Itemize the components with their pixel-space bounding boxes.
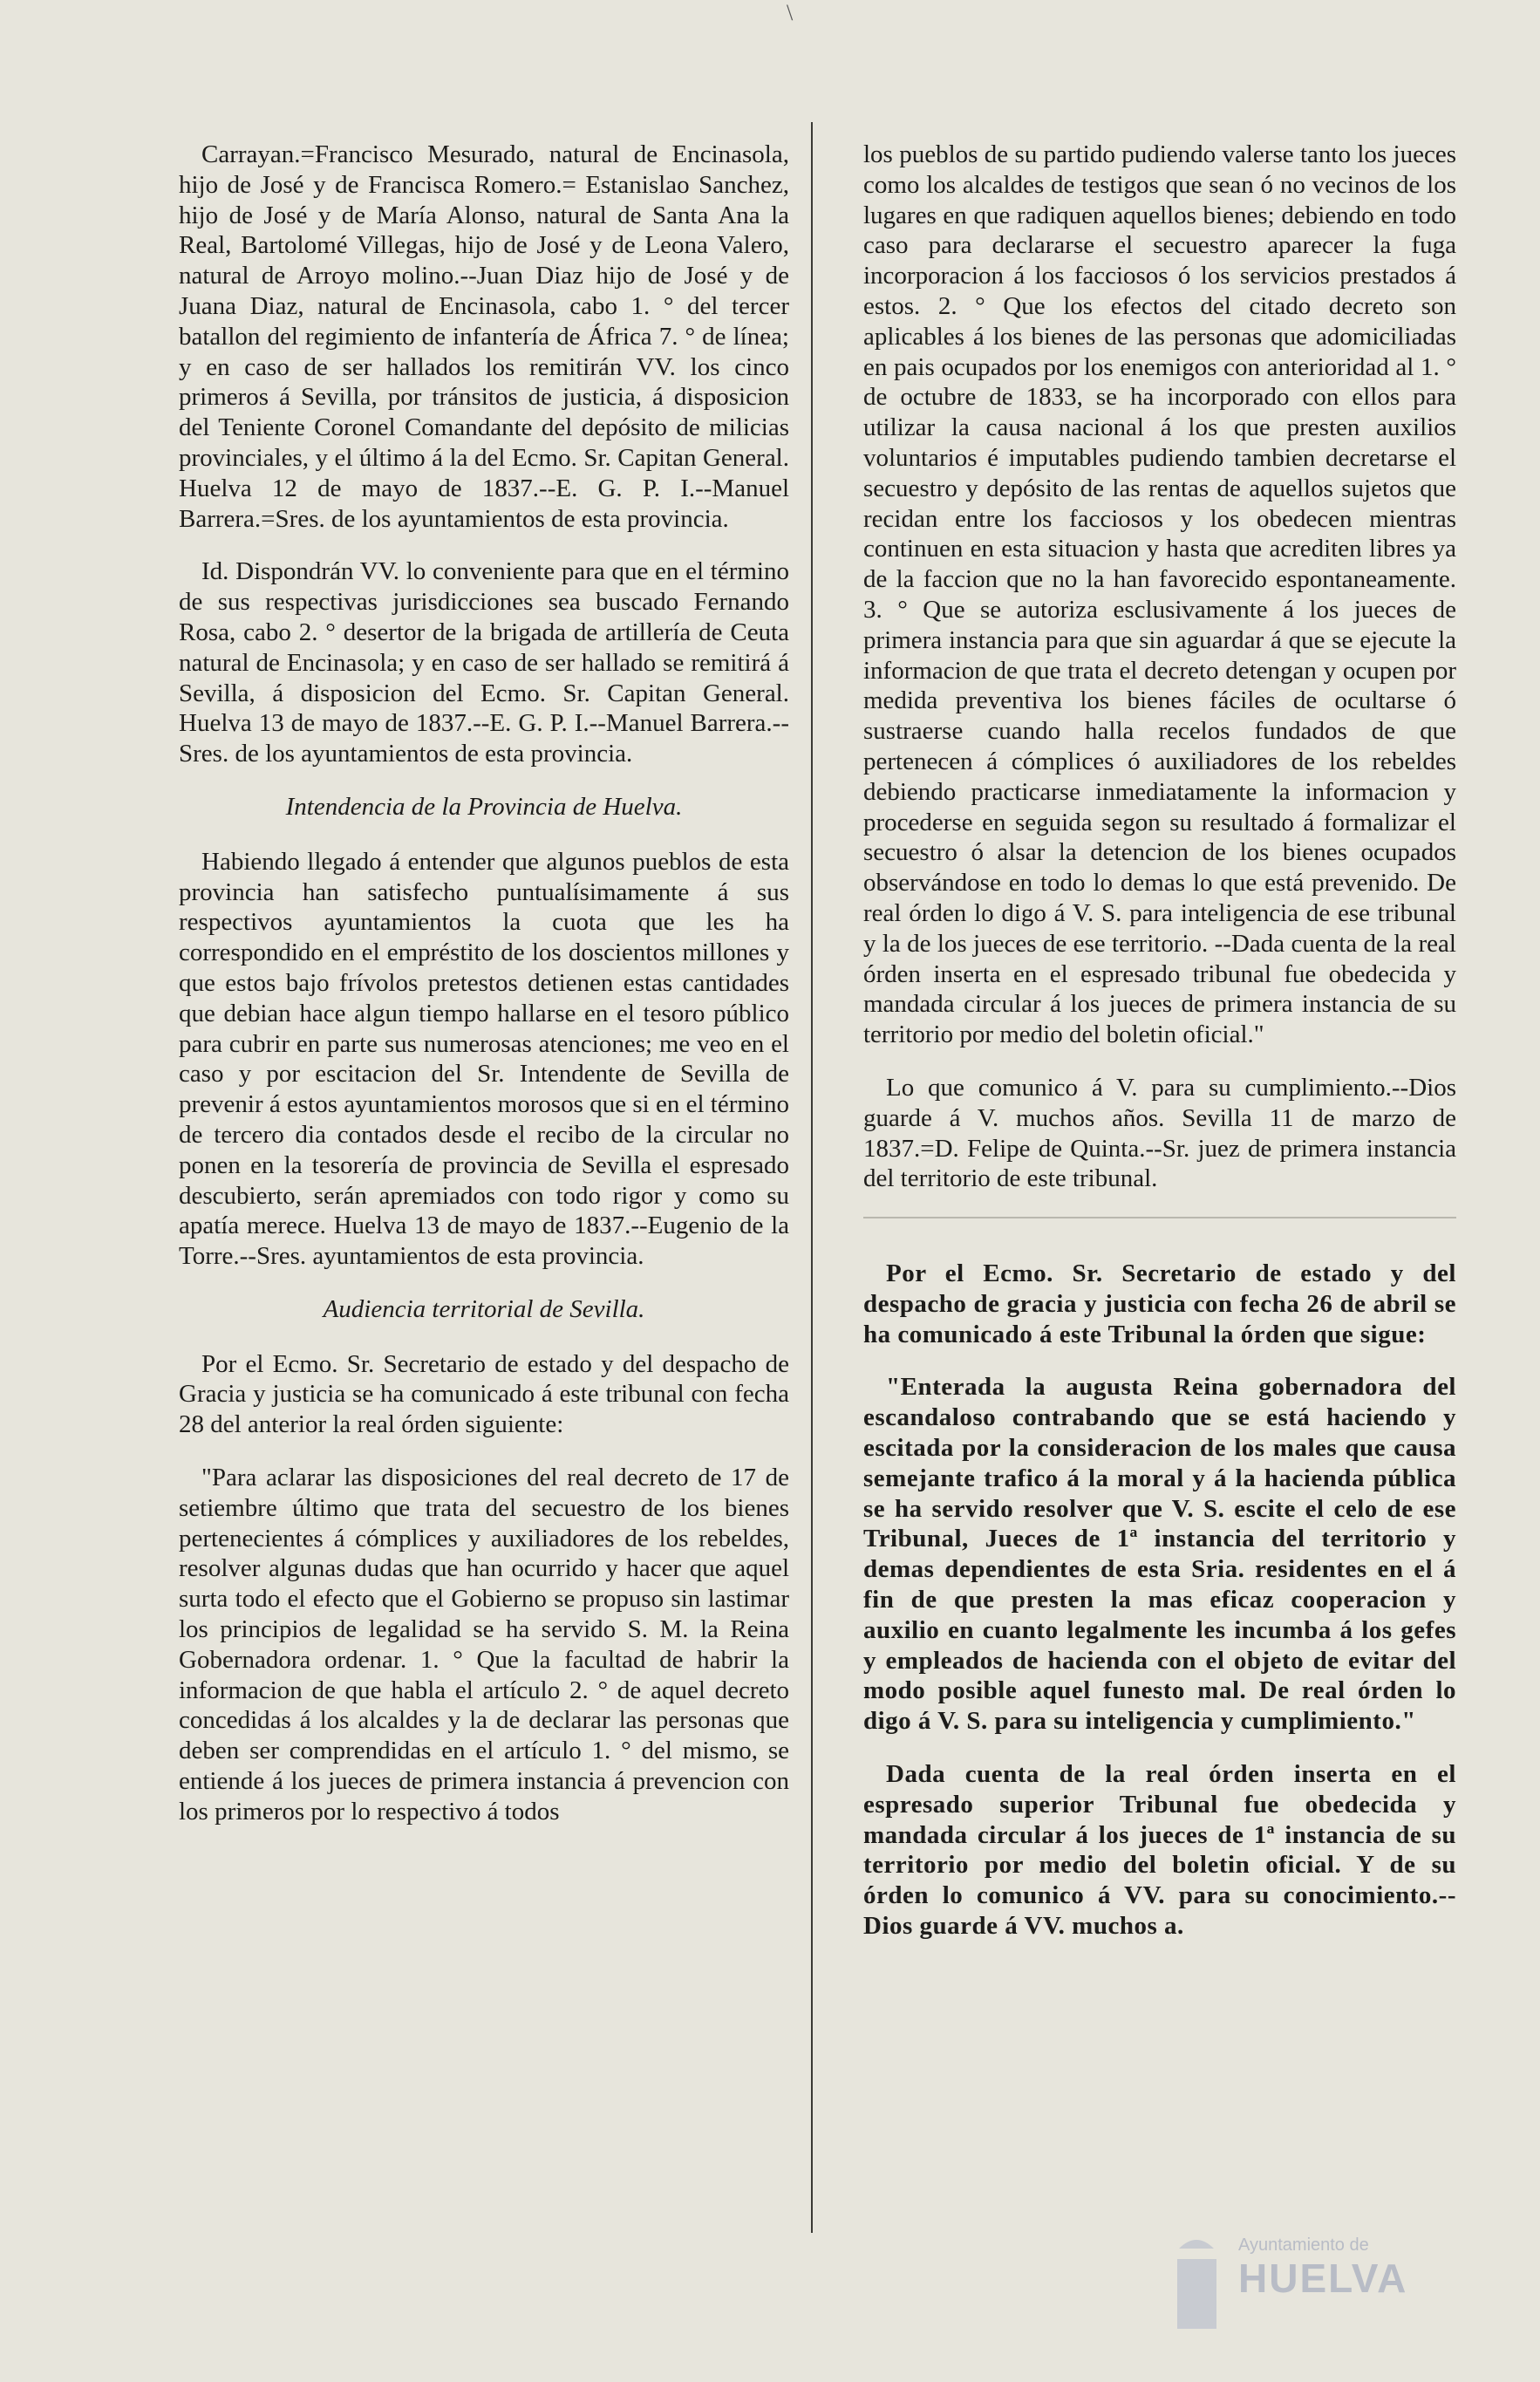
notice-paragraph: Por el Ecmo. Sr. Secretario de estado y del despacho de Gracia y justicia se ha comunicado á este tribunal con fecha 28 del anterior la real órden siguiente: [179, 1349, 789, 1439]
notice-paragraph: Dada cuenta de la real órden inserta en el espresado superior Tribunal fue obedecida y mandada circular á los jueces de 1ª instancia de su territorio por medio del boletin oficial. Y de su órden lo comunico á VV. para su conocimiento.--Dios guarde á VV. muchos a. [863, 1760, 1456, 1941]
left-column [179, 140, 789, 1850]
top-margin-mark: \ [787, 0, 794, 25]
notice-paragraph: Id. Dispondrán VV. lo conveniente para que en el término de sus respectivas jurisdicciones sea buscado Fernando Rosa, cabo 2. ° desertor de la brigada de artillería de Ceuta natural de Encinasola; y en caso de ser hallado se remitirá á Sevilla, á disposicion del Ecmo. Sr. Capitan General. Huelva 13 de mayo de 1837.--E. G. P. I.--Manuel Barrera.--Sres. de los ayuntamientos de esta provincia. [179, 557, 789, 768]
notice-paragraph: "Enterada la augusta Reina gobernadora del escandaloso contrabando que se está haciendo y escitada por la consideracion de los males que causa semejante trafico á la moral y á la hacienda pública se ha servido resolver que V. S. escite el celo de ese Tribunal, Jueces de 1ª instancia del territorio y demas dependientes de esta Sria. residentes en el á fin de que presten la mas eficaz cooperacion y auxilio en cuanto legalmente les incumba á los gefes y empleados de hacienda con el objeto de evitar del modo posible aquel funesto mal. De real órden lo digo á V. S. para su inteligencia y cumplimiento." [863, 1373, 1456, 1736]
logo-text: Ayuntamiento de [1238, 2235, 1369, 2255]
section-heading: Audiencia territorial de Sevilla. [323, 1294, 645, 1323]
notice-paragraph: Por el Ecmo. Sr. Secretario de estado y del despacho de gracia y justicia con fecha 26 de abril se ha comunicado á este Tribunal la órden que sigue: [863, 1259, 1456, 1348]
section-heading: Intendencia de la Provincia de Huelva. [285, 792, 683, 821]
notice-paragraph: "Para aclarar las disposiciones del real decreto de 17 de setiembre último que trata del secuestro de los bienes pertenecientes á cómplices y auxiliadores de los rebeldes, resolver algunas dudas que han ocurrido y hacer que aquel surta todo el efecto que el Gobierno se propuso sin lastimar los principios de legalidad se ha servido S. M. la Reina Gobernadora ordenar. 1. ° Que la facultad de habrir la informacion de que habla el artículo 2. ° de aquel decreto concedidas á los alcaldes y la de declarar las personas que deben ser comprendidas en el artículo 1. ° del mismo, se entiende á los jueces de primera instancia á prevencion con los primeros por lo respectivo á todos [179, 1464, 789, 1826]
notice-paragraph: Habiendo llegado á entender que algunos pueblos de esta provincia han satisfecho puntualísimamente á sus respectivos ayuntamientos la cuota que les ha correspondido en el empréstito de los doscientos millones y que estos bajo frívolos pretestos detienen estas cantidades que debian hace algun tiempo hallarse en el tesoro público para cubrir en parte sus numerosas atenciones; me veo en el caso y por escitacion del Sr. Intendente de Sevilla de prevenir á estos ayuntamientos morosos que si en el término de tercero dia contados desde el recibo de la circular no ponen en la tesorería de provincia de Sevilla el espresado descubierto, serán apremiados con todo rigor y como su apatía merece. Huelva 13 de mayo de 1837.--Eugenio de la Torre.--Sres. ayuntamientos de esta provincia. [179, 847, 789, 1271]
section-divider [863, 1217, 1456, 1218]
column-divider [811, 122, 813, 2233]
logo-text: HUELVA [1238, 2256, 1408, 2301]
right-column [863, 140, 1456, 1964]
notice-paragraph: Carrayan.=Francisco Mesurado, natural de Encinasola, hijo de José y de Francisca Romero.= Estanislao Sanchez, hijo de José y de María Alonso, natural de Santa Ana la Real, Bartolomé Villegas, hijo de José y de Leona Valero, natural de Arroyo molino.--Juan Diaz hijo de José y de Juana Diaz, natural de Encinasola, cabo 1. ° del tercer batallon del regimiento de infantería de África 7. ° de línea; y en caso de ser hallados los remitirán VV. los cinco primeros á Sevilla, por tránsitos de justicia, á disposicion del Teniente Coronel Comandante del depósito de milicias provinciales, y el último á la del Ecmo. Sr. Capitan General. Huelva 12 de mayo de 1837.--E. G. P. I.--Manuel Barrera.=Sres. de los ayuntamientos de esta provincia. [179, 140, 789, 533]
notice-paragraph: Lo que comunico á V. para su cumplimiento.--Dios guarde á V. muchos años. Sevilla 11 de marzo de 1837.=D. Felipe de Quinta.--Sr. juez de primera instancia del territorio de este tribunal. [863, 1073, 1456, 1193]
notice-paragraph: los pueblos de su partido pudiendo valerse tanto los jueces como los alcaldes de testigos que sean ó no vecinos de los lugares en que radiquen aquellos bienes; debiendo en todo caso para declararse el secuestro aparecer la fuga incorporacion á los facciosos ó los servicios prestados á estos. 2. ° Que los efectos del citado decreto son aplicables á los bienes de las personas que adomiciliadas en pais ocupados por los enemigos con anterioridad al 1. ° de octubre de 1833, se ha incorporado con ellos para utilizar la causa nacional á los que presten auxilios voluntarios é imputables pudiendo tambien decretarse el secuestro y depósito de las rentas de aquellos sujetos que recidan entre los facciosos y los obedecen mientras continuen en esta situacion y hasta que acrediten libres ya de la faccion que no la han favorecido espontaneamente. 3. ° Que se autoriza esclusivamente á los jueces de primera instancia para que sin aguardar á que se ejecute la informacion de que trata el decreto detengan y ocupen por medida preventiva los bienes fáciles de ocultarse ó sustraerse cuando halla recelos fundados de que pertenecen á cómplices ó auxiliadores de los rebeldes debiendo practicarse inmediatamente la informacion y procederse en seguida segon su resultado á formalizar el secuestro ó alsar la detencion de los bienes ocupados observándose en todo lo demas lo que está prevenido. De real órden lo digo á V. S. para inteligencia de ese tribunal y la de los jueces de ese territorio. --Dada cuenta de la real órden inserta en el espresado tribunal fue obedecida y mandada circular á los jueces de primera instancia de su territorio por medio del boletin oficial." [863, 140, 1456, 1049]
